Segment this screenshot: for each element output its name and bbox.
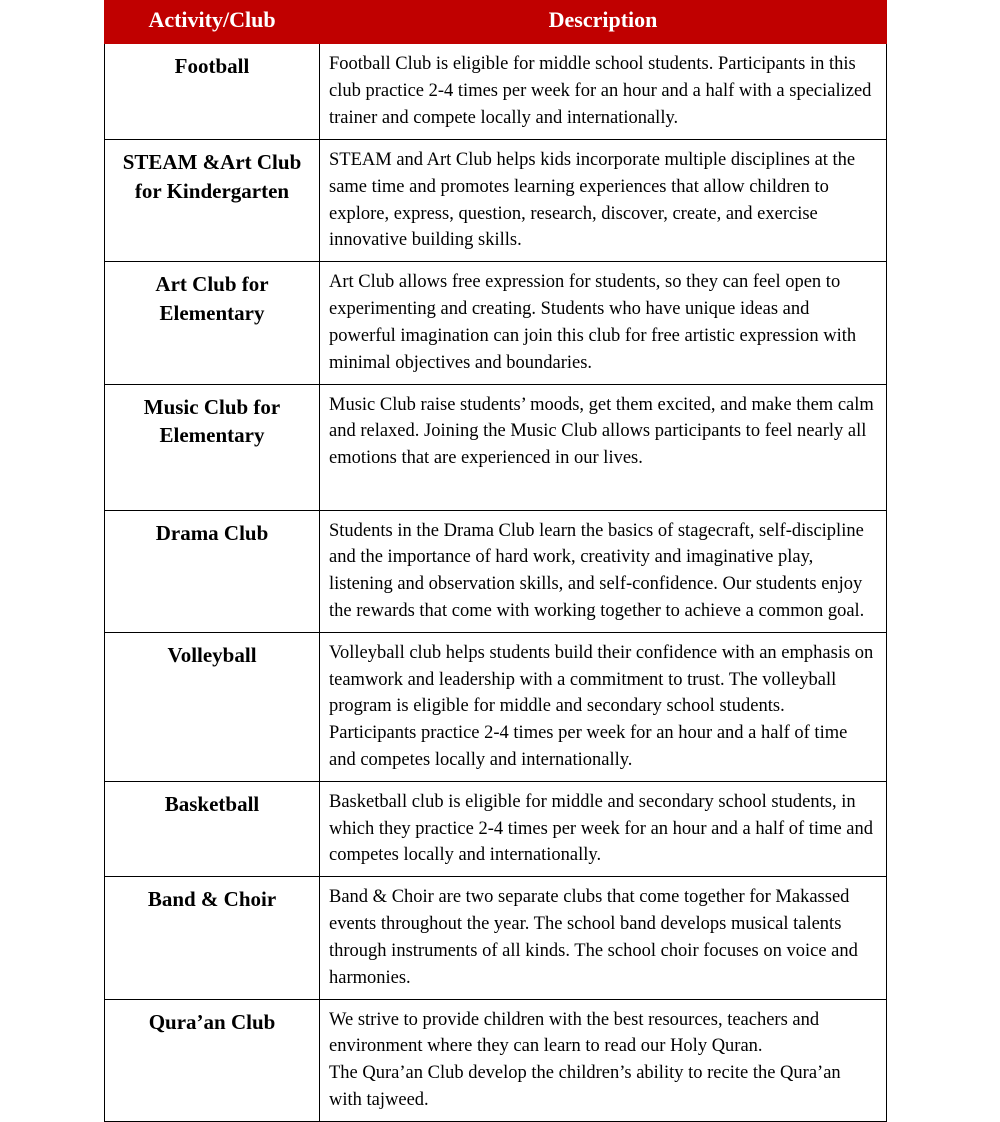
- table-header: [105, 1, 887, 44]
- table-row: [105, 999, 887, 1121]
- description-paragraph: Music Club raise students’ moods, get them excited, and make them calm and relaxed. Joining the Music Club allows participants to feel nearly all emotions that are experienced in our lives.: [329, 394, 874, 469]
- cell-description: [320, 44, 887, 140]
- cell-activity: Band & Choir: [105, 877, 320, 999]
- cell-description: [320, 384, 887, 510]
- cell-description: [320, 510, 887, 632]
- table-header-row: [105, 1, 887, 44]
- description-paragraph: Art Club allows free expression for students, so they can feel open to experimenting and creating. Students who have unique ideas and powerful imagination can join this club for free artistic expression with minimal objectives and boundaries.: [329, 272, 857, 373]
- cell-activity: STEAM &Art Club for Kindergarten: [105, 140, 320, 262]
- description-paragraph: We strive to provide children with the best resources, teachers and environment where they can learn to read our Holy Quran.: [329, 1009, 820, 1057]
- cell-description: [320, 140, 887, 262]
- table-row: [105, 781, 887, 876]
- table-row: [105, 140, 887, 262]
- table-row: [105, 632, 887, 781]
- cell-description: [320, 781, 887, 876]
- cell-activity: Basketball: [105, 781, 320, 876]
- cell-description: [320, 877, 887, 999]
- column-header-description: Description: [320, 1, 887, 44]
- cell-description: [320, 262, 887, 384]
- description-paragraph: Volleyball club helps students build their confidence with an emphasis on teamwork and leadership with a commitment to trust. The volleyball program is eligible for middle and secondary school students. Participants practice 2-4 times per week for an hour and a half of time and competes locally and internationally.: [329, 642, 874, 770]
- activities-clubs-table: [104, 0, 887, 1122]
- cell-description: [320, 632, 887, 781]
- cell-activity: Volleyball: [105, 632, 320, 781]
- table-row: [105, 510, 887, 632]
- cell-activity: Drama Club: [105, 510, 320, 632]
- cell-activity: Art Club for Elementary: [105, 262, 320, 384]
- cell-activity: Music Club for Elementary: [105, 384, 320, 510]
- description-paragraph: Basketball club is eligible for middle and secondary school students, in which they practice 2-4 times per week for an hour and a half of time and competes locally and internationally.: [329, 791, 873, 866]
- table-row: [105, 384, 887, 510]
- description-paragraph: STEAM and Art Club helps kids incorporate multiple disciplines at the same time and promotes learning experiences that allow children to explore, express, question, research, discover, create, and exercise innovative building skills.: [329, 150, 856, 251]
- cell-activity: Qura’an Club: [105, 999, 320, 1121]
- cell-description: [320, 999, 887, 1121]
- table-row: [105, 262, 887, 384]
- description-paragraph: Band & Choir are two separate clubs that come together for Makassed events throughout the year. The school band develops musical talents through instruments of all kinds. The school choir focuses on voice and harmonies.: [329, 887, 858, 988]
- table-row: [105, 44, 887, 140]
- cell-activity: Football: [105, 44, 320, 140]
- table-body: [105, 44, 887, 1122]
- column-header-activity: Activity/Club: [105, 1, 320, 44]
- description-paragraph: Students in the Drama Club learn the basics of stagecraft, self-discipline and the importance of hard work, creativity and imaginative play, listening and observation skills, and self-confidence. Our students enjoy the rewards that come with working together to achieve a common goal.: [329, 520, 865, 621]
- description-paragraph: The Qura’an Club develop the children’s ability to recite the Qura’an with tajweed.: [329, 1063, 841, 1110]
- table-row: [105, 877, 887, 999]
- description-paragraph: Football Club is eligible for middle school students. Participants in this club practice 2-4 times per week for an hour and a half with a specialized trainer and compete locally and internationally.: [329, 54, 872, 128]
